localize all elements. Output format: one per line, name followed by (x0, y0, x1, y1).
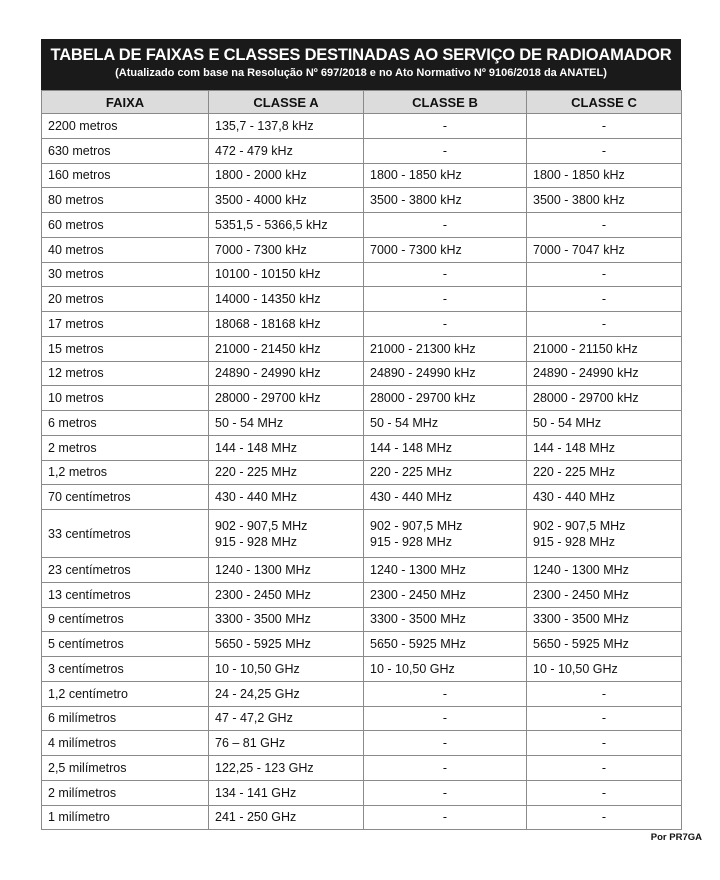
classe-b-cell: 50 - 54 MHz (364, 411, 527, 436)
table-row (42, 163, 682, 188)
faixa-cell: 40 metros (42, 237, 209, 262)
table-row (42, 312, 682, 337)
classe-c-cell: - (527, 287, 682, 312)
faixa-cell: 23 centímetros (42, 558, 209, 583)
faixa-cell: 1,2 centímetro (42, 681, 209, 706)
classe-b-cell: - (364, 706, 527, 731)
column-header-faixa: FAIXA (42, 91, 209, 114)
classe-c-cell: 7000 - 7047 kHz (527, 237, 682, 262)
classe-b-cell: 220 - 225 MHz (364, 460, 527, 485)
range-line: 902 - 907,5 MHz (370, 518, 463, 533)
classe-c-cell: - (527, 312, 682, 337)
faixa-cell: 2200 metros (42, 114, 209, 139)
classe-b-cell: - (364, 138, 527, 163)
classe-b-cell: - (364, 805, 527, 830)
classe-a-cell: 5351,5 - 5366,5 kHz (209, 213, 364, 238)
classe-a-cell: 10 - 10,50 GHz (209, 657, 364, 682)
classe-a-cell: 18068 - 18168 kHz (209, 312, 364, 337)
faixa-cell: 630 metros (42, 138, 209, 163)
author-credit: Por PR7GA (650, 832, 702, 843)
table-row (42, 756, 682, 781)
classe-a-cell: 1800 - 2000 kHz (209, 163, 364, 188)
faixa-cell: 70 centímetros (42, 485, 209, 510)
column-header-classe-a: CLASSE A (209, 91, 364, 114)
classe-a-cell: 50 - 54 MHz (209, 411, 364, 436)
table-row (42, 657, 682, 682)
range-line: 915 - 928 MHz (533, 534, 615, 549)
faixa-cell: 160 metros (42, 163, 209, 188)
classe-a-cell: 7000 - 7300 kHz (209, 237, 364, 262)
classe-b-cell: - (364, 780, 527, 805)
table-row (42, 188, 682, 213)
table-row (42, 411, 682, 436)
range-line: 915 - 928 MHz (215, 534, 297, 549)
classe-b-cell (364, 510, 527, 558)
range-line: 902 - 907,5 MHz (533, 518, 626, 533)
table-row (42, 558, 682, 583)
classe-b-cell: - (364, 114, 527, 139)
classe-a-cell (209, 510, 364, 558)
classe-a-cell: 10100 - 10150 kHz (209, 262, 364, 287)
table-row (42, 510, 682, 558)
faixa-cell: 2 metros (42, 435, 209, 460)
faixa-cell: 6 milímetros (42, 706, 209, 731)
band-table-sheet (41, 39, 681, 830)
classe-b-cell: 3500 - 3800 kHz (364, 188, 527, 213)
classe-c-cell: 1800 - 1850 kHz (527, 163, 682, 188)
table-row (42, 262, 682, 287)
table-row (42, 805, 682, 830)
classe-c-cell: - (527, 138, 682, 163)
faixa-cell: 13 centímetros (42, 582, 209, 607)
classe-c-cell: 5650 - 5925 MHz (527, 632, 682, 657)
classe-a-cell: 21000 - 21450 kHz (209, 336, 364, 361)
classe-b-cell: 24890 - 24990 kHz (364, 361, 527, 386)
band-table (41, 90, 682, 830)
classe-b-cell: 430 - 440 MHz (364, 485, 527, 510)
table-row (42, 336, 682, 361)
classe-c-cell (527, 510, 682, 558)
classe-a-cell: 47 - 47,2 GHz (209, 706, 364, 731)
faixa-cell: 12 metros (42, 361, 209, 386)
faixa-cell: 30 metros (42, 262, 209, 287)
classe-b-cell: - (364, 731, 527, 756)
table-row (42, 114, 682, 139)
classe-c-cell: 24890 - 24990 kHz (527, 361, 682, 386)
classe-b-cell: - (364, 756, 527, 781)
faixa-cell: 33 centímetros (42, 510, 209, 558)
classe-c-cell: 220 - 225 MHz (527, 460, 682, 485)
table-row (42, 287, 682, 312)
classe-b-cell: 1240 - 1300 MHz (364, 558, 527, 583)
classe-b-cell: 5650 - 5925 MHz (364, 632, 527, 657)
faixa-cell: 1 milímetro (42, 805, 209, 830)
column-header-classe-c: CLASSE C (527, 91, 682, 114)
classe-c-cell: - (527, 213, 682, 238)
table-row (42, 138, 682, 163)
classe-a-cell: 24890 - 24990 kHz (209, 361, 364, 386)
table-row (42, 582, 682, 607)
classe-c-cell: - (527, 756, 682, 781)
classe-a-cell: 122,25 - 123 GHz (209, 756, 364, 781)
classe-b-cell: - (364, 681, 527, 706)
classe-a-cell: 1240 - 1300 MHz (209, 558, 364, 583)
range-line: 902 - 907,5 MHz (215, 518, 308, 533)
classe-b-cell: - (364, 213, 527, 238)
classe-a-cell: 5650 - 5925 MHz (209, 632, 364, 657)
faixa-cell: 5 centímetros (42, 632, 209, 657)
classe-b-cell: 10 - 10,50 GHz (364, 657, 527, 682)
classe-a-cell: 2300 - 2450 MHz (209, 582, 364, 607)
classe-b-cell: - (364, 312, 527, 337)
faixa-cell: 2 milímetros (42, 780, 209, 805)
classe-c-cell: - (527, 681, 682, 706)
classe-c-cell: 1240 - 1300 MHz (527, 558, 682, 583)
classe-c-cell: - (527, 805, 682, 830)
classe-b-cell: 2300 - 2450 MHz (364, 582, 527, 607)
classe-c-cell: 21000 - 21150 kHz (527, 336, 682, 361)
faixa-cell: 6 metros (42, 411, 209, 436)
classe-c-cell: 2300 - 2450 MHz (527, 582, 682, 607)
classe-a-cell: 14000 - 14350 kHz (209, 287, 364, 312)
classe-a-cell: 135,7 - 137,8 kHz (209, 114, 364, 139)
page-subtitle: (Atualizado com base na Resolução Nº 697/2018 e no Ato Normativo Nº 9106/2018 da ANATEL) (115, 67, 607, 79)
faixa-cell: 15 metros (42, 336, 209, 361)
classe-c-cell: 144 - 148 MHz (527, 435, 682, 460)
table-row (42, 213, 682, 238)
faixa-cell: 1,2 metros (42, 460, 209, 485)
range-line: 915 - 928 MHz (370, 534, 452, 549)
classe-a-cell: 144 - 148 MHz (209, 435, 364, 460)
classe-c-cell: - (527, 780, 682, 805)
classe-b-cell: 3300 - 3500 MHz (364, 607, 527, 632)
table-row (42, 386, 682, 411)
classe-a-cell: 134 - 141 GHz (209, 780, 364, 805)
table-row (42, 237, 682, 262)
classe-a-cell: 3300 - 3500 MHz (209, 607, 364, 632)
classe-b-cell: 7000 - 7300 kHz (364, 237, 527, 262)
table-row (42, 361, 682, 386)
column-header-classe-b: CLASSE B (364, 91, 527, 114)
table-row (42, 632, 682, 657)
classe-c-cell: 3300 - 3500 MHz (527, 607, 682, 632)
classe-c-cell: - (527, 114, 682, 139)
classe-a-cell: 28000 - 29700 kHz (209, 386, 364, 411)
classe-a-cell: 430 - 440 MHz (209, 485, 364, 510)
classe-b-cell: 144 - 148 MHz (364, 435, 527, 460)
classe-a-cell: 220 - 225 MHz (209, 460, 364, 485)
faixa-cell: 4 milímetros (42, 731, 209, 756)
classe-a-cell: 3500 - 4000 kHz (209, 188, 364, 213)
classe-c-cell: 3500 - 3800 kHz (527, 188, 682, 213)
classe-c-cell: 28000 - 29700 kHz (527, 386, 682, 411)
column-header-row (42, 91, 682, 114)
table-row (42, 435, 682, 460)
faixa-cell: 20 metros (42, 287, 209, 312)
classe-b-cell: - (364, 262, 527, 287)
table-row (42, 460, 682, 485)
classe-b-cell: 28000 - 29700 kHz (364, 386, 527, 411)
faixa-cell: 10 metros (42, 386, 209, 411)
table-row (42, 731, 682, 756)
page-title: TABELA DE FAIXAS E CLASSES DESTINADAS AO SERVIÇO DE RADIOAMADOR (50, 46, 672, 64)
classe-c-cell: 50 - 54 MHz (527, 411, 682, 436)
table-row (42, 485, 682, 510)
classe-b-cell: 21000 - 21300 kHz (364, 336, 527, 361)
classe-c-cell: - (527, 706, 682, 731)
classe-b-cell: 1800 - 1850 kHz (364, 163, 527, 188)
classe-c-cell: - (527, 262, 682, 287)
table-row (42, 681, 682, 706)
table-body (42, 114, 682, 830)
faixa-cell: 80 metros (42, 188, 209, 213)
faixa-cell: 17 metros (42, 312, 209, 337)
faixa-cell: 3 centímetros (42, 657, 209, 682)
table-header (41, 39, 681, 90)
classe-c-cell: 10 - 10,50 GHz (527, 657, 682, 682)
classe-a-cell: 472 - 479 kHz (209, 138, 364, 163)
faixa-cell: 2,5 milímetros (42, 756, 209, 781)
table-row (42, 607, 682, 632)
faixa-cell: 9 centímetros (42, 607, 209, 632)
classe-c-cell: - (527, 731, 682, 756)
faixa-cell: 60 metros (42, 213, 209, 238)
classe-a-cell: 76 – 81 GHz (209, 731, 364, 756)
classe-c-cell: 430 - 440 MHz (527, 485, 682, 510)
table-row (42, 706, 682, 731)
classe-a-cell: 24 - 24,25 GHz (209, 681, 364, 706)
table-row (42, 780, 682, 805)
classe-b-cell: - (364, 287, 527, 312)
classe-a-cell: 241 - 250 GHz (209, 805, 364, 830)
